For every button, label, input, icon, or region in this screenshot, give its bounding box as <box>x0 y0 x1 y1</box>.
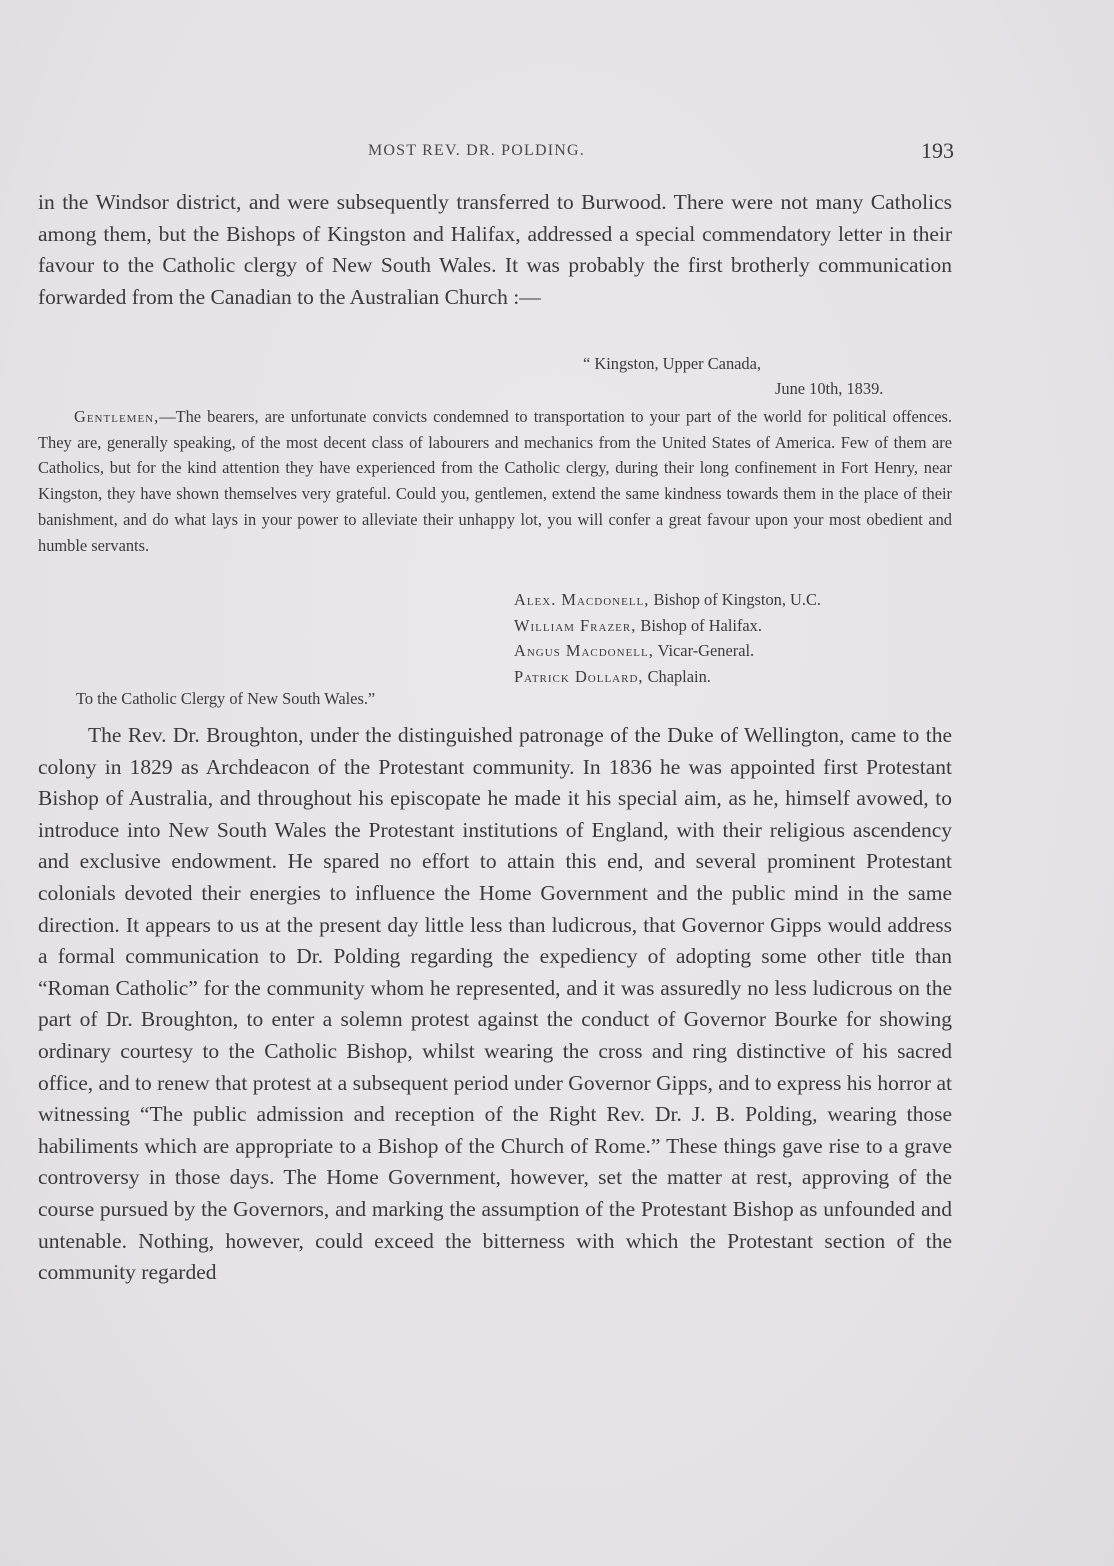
signatory-title: Bishop of Kingston, U.C. <box>649 590 822 609</box>
page-number: 193 <box>921 138 954 163</box>
letter-text: —The bearers, are unfortunate convicts condemned to transportation to your part of the world for political offences. They are, generally speaking, of the most decent class of labourers and mechanics from the United States of America. Few of them are Catholics, but for the kind attention they have experienced from the Catholic clergy, during their long confinement in Fort Henry, near Kingston, they have shown themselves very grateful. Could you, gentlemen, extend the same kindness towards them in the place of their banishment, and do what lays in your power to alleviate their unhappy lot, you will confer a great favour upon your most obedient and humble servants. <box>38 407 952 555</box>
signatory-name: Angus Macdonell, <box>514 641 654 661</box>
paragraph-intro: in the Windsor district, and were subsequently transferred to Burwood. There were not many Catholics among them, but the Bishops of Kingston and Halifax, addressed a special commendatory letter in their favour to the Catholic clergy of New South Wales. It was probably the first brotherly communication forwarded from the Canadian to the Australian Church :— <box>38 190 952 309</box>
signatory-title: Chaplain. <box>643 667 711 687</box>
signature-line <box>514 587 954 613</box>
letter-place: “ Kingston, Upper Canada, <box>583 354 761 373</box>
signature-line <box>514 613 954 639</box>
letter-body <box>38 404 952 558</box>
paragraph-broughton: The Rev. Dr. Broughton, under the distinguished patronage of the Duke of Wellington, came to the colony in 1829 as Archdeacon of the Protestant community. In 1836 he was appointed first Protestant Bishop of Australia, and throughout his episcopate he made it his special aim, as he, himself avowed, to introduce into New South Wales the Protestant institutions of England, with their religious ascendency and exclusive endowment. He spared no effort to attain this end, and several prominent Protestant colonials devoted their energies to influence the Home Government and the public mind in the same direction. It appears to us at the present day little less than ludicrous, that Governor Gipps would address a formal communication to Dr. Polding regarding the expediency of adopting some other title than “Roman Catholic” for the community whom he represented, and it was assuredly no less ludicrous on the part of Dr. Broughton, to enter a solemn protest against the conduct of Governor Bourke for showing ordinary courtesy to the Catholic Bishop, whilst wearing the cross and ring distinctive of his sacred office, and to renew that protest at a subsequent period under Governor Gipps, and to express his horror at witnessing “The public admission and reception of the Right Rev. Dr. J. B. Polding, wearing those habiliments which are appropriate to a Bishop of the Church of Rome.” These things gave rise to a grave controversy in those days. The Home Government, however, set the matter at rest, approving of the course pursued by the Governors, and marking the assumption of the Protestant Bishop as unfounded and untenable. Nothing, however, could exceed the bitterness with which the Protestant section of the community regarded <box>38 723 952 1285</box>
signature-line <box>514 638 954 664</box>
page-header <box>38 138 954 168</box>
signatory-name: Alex. Macdonell, <box>514 590 650 609</box>
letter-date: June 10th, 1839. <box>775 379 884 398</box>
signatory-name: Patrick Dollard, <box>514 667 644 687</box>
signatory-title: Vicar-General. <box>653 641 755 661</box>
running-head: MOST REV. DR. POLDING. <box>368 142 585 159</box>
signature-line <box>514 664 954 690</box>
letter-salutation: Gentlemen, <box>74 407 160 426</box>
signatory-title: Bishop of Halifax. <box>636 615 762 635</box>
signatory-name: William Frazer, <box>514 615 637 635</box>
letter-addressee: To the Catholic Clergy of New South Wales.” <box>76 689 376 708</box>
signature-block <box>514 587 954 690</box>
